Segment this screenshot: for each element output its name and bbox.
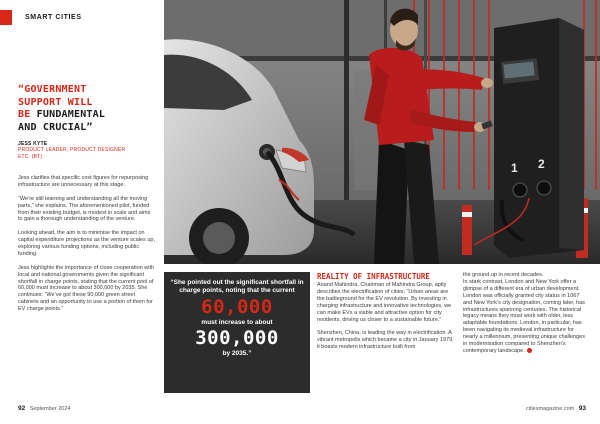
pull-quote-line-1: “GOVERNMENT — [18, 84, 87, 95]
stat-number-target: 300,000 — [195, 327, 279, 350]
quote-author: JESS KYTE — [18, 141, 48, 147]
body-paragraph: Jess clarifies that specific cost figures for repurposing infrastructure are unnecessary at this stage. — [18, 175, 149, 188]
charger-label-2: 2 — [538, 157, 545, 171]
body-paragraph: Looking ahead, the aim is to minimise the impact on capital expenditure projections as the venture scales up, exploring various funding options, including public funding. — [18, 230, 155, 257]
body-paragraph: “We’re still learning and understanding all the moving parts,” she explains. The aforementioned pilot, funded from their existing budget, is modest in scale and aims to gain a thorough understanding of the venture. — [18, 195, 151, 223]
body-paragraph: Jess highlights the importance of close cooperation with local and national governments given the significant shortfall in charge points, stating that the current pool of 60,000 must increase to about 300,000 by 2035. She continues: “We’ve got these 90,000 green street cabinets and an opportunity to use a portion of them for EV charge points.” — [18, 264, 155, 313]
hero-photo-illustration — [164, 0, 600, 264]
section-heading: REALITY OF INFRASTRUCTURE — [317, 272, 430, 281]
hero-photo — [164, 0, 600, 264]
page-number-right: 93 — [578, 405, 586, 412]
stat-text-end: by 2035.” — [222, 350, 252, 358]
body-paragraph: the ground up in recent decades. — [463, 272, 544, 278]
pull-quote-line-3-dark: FUNDAMENTAL — [36, 109, 106, 120]
article-end-icon — [527, 348, 532, 353]
body-paragraph-last — [463, 279, 588, 355]
pull-quote-line-2: SUPPORT WILL — [18, 96, 93, 108]
section-label: SMART CITIES — [25, 14, 82, 21]
body-paragraph: Anand Mahindra, Chairman of Mahindra Group, aptly describes the electrification of cities: “Urban areas are the battleground for the EV revolution. By investing in charging infrastructure and innovative technologies, we can make EVs a viable and attractive option for city residents, driving us closer to a sustainable future.” — [317, 282, 452, 323]
footer-left — [18, 405, 70, 412]
pull-quote — [18, 84, 156, 160]
body-column-1 — [18, 175, 156, 320]
website-link[interactable]: citiesmagazine.com — [525, 406, 575, 412]
stat-text-intro: “She pointed out the significant shortfall in charge points, noting that the current — [170, 279, 304, 295]
quote-author-role-1: PRODUCT LEADER, PRODUCT DESIGNER — [18, 147, 126, 153]
pull-quote-line-3 — [18, 109, 156, 122]
body-paragraph: Shenzhen, China, is leading the way in electrification. A vibrant metropolis which became a city in January 1979, it boasts modern infrastructure built from — [317, 330, 454, 351]
section-tag — [0, 10, 82, 25]
body-column-4 — [463, 272, 588, 355]
charger-label-1: 1 — [511, 161, 518, 175]
stat-number-current: 60,000 — [201, 295, 273, 318]
pull-quote-line-4: AND CRUCIAL” — [18, 121, 93, 133]
page-number-left: 92 — [18, 405, 26, 412]
stat-text-middle: must increase to about — [201, 318, 273, 326]
quote-author-role-2: ETC. (BT) — [18, 153, 43, 160]
pull-quote-line-3-red: BE — [18, 109, 37, 120]
issue-date: September 2024 — [29, 406, 71, 412]
footer-right — [526, 405, 586, 412]
section-tag-bar — [0, 10, 12, 25]
body-column-3 — [317, 272, 455, 358]
stat-callout-box — [164, 272, 310, 393]
body-paragraph-last-text: In stark contrast, London and New York offer a glimpse of a different era of urban development. London was officially granted city status in 1067 and New York’s city designation, coming later, has infrastructures spanning centuries. The historical legacy means they must work with older, less adaptable foundations. London, in particular, has been navigating its medieval infrastructure for nearly a millennium, presenting unique challenges in modernisation compared to Shenzhen’s contemporary landscape. — [463, 278, 585, 354]
